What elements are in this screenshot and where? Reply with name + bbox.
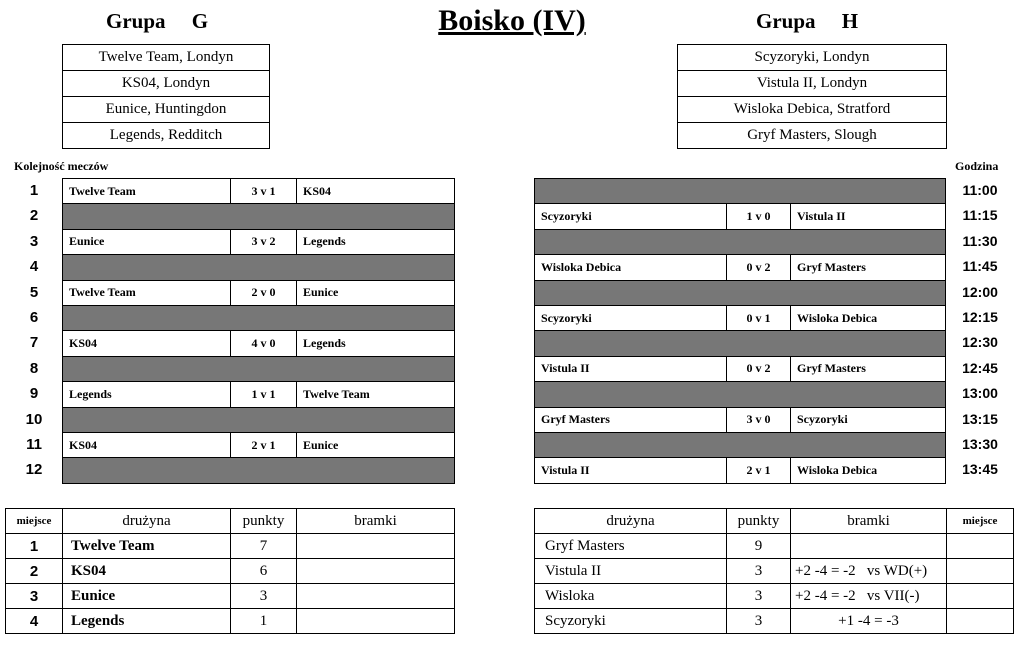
points-cell: 3: [231, 584, 297, 609]
score-cell: 1 v 1: [231, 382, 297, 407]
empty-slot: [535, 331, 946, 356]
match-number: 10: [25, 410, 43, 428]
page-title: Boisko (IV): [438, 4, 586, 37]
match-number: 11: [26, 436, 42, 453]
empty-slot: [63, 204, 455, 229]
score-cell: 3 v 1: [231, 179, 297, 204]
match-row: [535, 305, 946, 330]
empty-slot: [63, 255, 455, 280]
home-team-cell: Gryf Masters: [535, 407, 727, 432]
points-cell: 7: [231, 534, 297, 559]
score-cell: 0 v 2: [727, 255, 791, 280]
match-number: 1: [29, 182, 39, 199]
team-entry: Twelve Team, Londyn: [63, 45, 270, 71]
team-cell: Wisloka: [535, 584, 727, 609]
team-entry: KS04, Londyn: [63, 71, 270, 97]
away-team-cell: KS04: [297, 179, 455, 204]
goals-cell: [297, 609, 455, 634]
score-cell: 3 v 0: [727, 407, 791, 432]
goals-cell: [297, 559, 455, 584]
team-cell: Gryf Masters: [535, 534, 727, 559]
empty-slot: [535, 382, 946, 407]
away-team-cell: Twelve Team: [297, 382, 455, 407]
match-time: 11:15: [962, 207, 998, 224]
goals-cell: +2 -4 = -2 vs VII(-): [791, 584, 947, 609]
place-header: miejsce: [6, 509, 63, 534]
empty-slot-row: [63, 204, 455, 229]
empty-slot-row: [535, 382, 946, 407]
team-entry: Vistula II, Londyn: [678, 71, 947, 97]
place-cell: [947, 584, 1014, 609]
group-h-heading: Grupa H: [756, 9, 859, 33]
team-entry: Legends, Redditch: [63, 123, 270, 149]
points-cell: 6: [231, 559, 297, 584]
match-time: 13:00: [962, 385, 998, 402]
team-header: drużyna: [63, 509, 231, 534]
empty-slot-row: [63, 407, 455, 432]
home-team-cell: Twelve Team: [63, 179, 231, 204]
place-cell: 4: [6, 609, 63, 634]
points-header: punkty: [231, 509, 297, 534]
score-cell: 0 v 2: [727, 356, 791, 381]
away-team-cell: Eunice: [297, 432, 455, 457]
home-team-cell: Wisloka Debica: [535, 255, 727, 280]
score-cell: 2 v 0: [231, 280, 297, 305]
match-number: 12: [25, 461, 43, 479]
away-team-cell: Legends: [297, 229, 455, 254]
place-cell: 2: [6, 559, 63, 584]
match-row: [63, 382, 455, 407]
group-h-schedule: [534, 178, 946, 484]
match-number: 9: [29, 385, 39, 403]
group-g-heading: Grupa G: [106, 9, 209, 33]
table-row: [6, 609, 455, 634]
points-cell: 9: [727, 534, 791, 559]
empty-slot-row: [63, 255, 455, 280]
home-team-cell: Legends: [63, 382, 231, 407]
team-cell: KS04: [63, 559, 231, 584]
match-number: 3: [29, 232, 39, 250]
empty-slot-row: [535, 331, 946, 356]
group-g-schedule: [62, 178, 455, 484]
match-time: 11:45: [962, 258, 998, 275]
team-entry: Scyzoryki, Londyn: [678, 45, 947, 71]
empty-slot-row: [535, 229, 946, 254]
team-header: drużyna: [535, 509, 727, 534]
empty-slot-row: [63, 458, 455, 483]
match-row: [63, 280, 455, 305]
empty-slot: [535, 280, 946, 305]
match-time: 11:00: [962, 182, 998, 198]
match-number: 7: [29, 334, 39, 352]
score-cell: 1 v 0: [727, 204, 791, 229]
away-team-cell: Vistula II: [791, 204, 946, 229]
table-row: [6, 559, 455, 584]
empty-slot-row: [63, 356, 455, 381]
team-entry: Eunice, Huntingdon: [63, 97, 270, 123]
away-team-cell: Gryf Masters: [791, 255, 946, 280]
match-row: [535, 356, 946, 381]
empty-slot-row: [535, 280, 946, 305]
empty-slot: [63, 356, 455, 381]
empty-slot: [63, 458, 455, 483]
empty-slot: [63, 305, 455, 330]
empty-slot-row: [535, 179, 946, 204]
match-row: [63, 331, 455, 356]
team-cell: Scyzoryki: [535, 609, 727, 634]
goals-cell: [791, 534, 947, 559]
match-time: 13:45: [962, 461, 998, 478]
table-row: [535, 534, 1014, 559]
match-time: 13:15: [962, 410, 998, 427]
goals-header: bramki: [297, 509, 455, 534]
place-cell: 1: [6, 534, 63, 559]
table-row: [6, 534, 455, 559]
empty-slot: [535, 432, 946, 457]
score-cell: 0 v 1: [727, 305, 791, 330]
away-team-cell: Eunice: [297, 280, 455, 305]
goals-header: bramki: [791, 509, 947, 534]
match-row: [63, 179, 455, 204]
points-cell: 1: [231, 609, 297, 634]
team-cell: Eunice: [63, 584, 231, 609]
score-cell: 2 v 1: [727, 458, 791, 483]
away-team-cell: Legends: [297, 331, 455, 356]
home-team-cell: Scyzoryki: [535, 305, 727, 330]
match-time: 12:45: [962, 359, 998, 376]
empty-slot: [535, 229, 946, 254]
empty-slot: [535, 179, 946, 204]
match-row: [535, 407, 946, 432]
points-cell: 3: [727, 559, 791, 584]
points-cell: 3: [727, 609, 791, 634]
group-g-standings: [5, 508, 455, 634]
points-header: punkty: [727, 509, 791, 534]
empty-slot-row: [535, 432, 946, 457]
match-time: 12:15: [962, 309, 998, 325]
match-number: 5: [29, 283, 39, 301]
points-cell: 3: [727, 584, 791, 609]
match-row: [63, 229, 455, 254]
match-row: [535, 204, 946, 229]
place-cell: [947, 609, 1014, 634]
team-cell: Vistula II: [535, 559, 727, 584]
away-team-cell: Wisloka Debica: [791, 305, 946, 330]
home-team-cell: Scyzoryki: [535, 204, 727, 229]
home-team-cell: Twelve Team: [63, 280, 231, 305]
match-number: 8: [29, 359, 39, 377]
goals-cell: [297, 584, 455, 609]
group-g-team-list: [62, 44, 270, 149]
team-cell: Twelve Team: [63, 534, 231, 559]
group-h-team-list: [677, 44, 947, 149]
match-row: [535, 255, 946, 280]
home-team-cell: Eunice: [63, 229, 231, 254]
match-time: 13:30: [962, 436, 998, 452]
match-order-label: Kolejność meczów: [14, 159, 109, 173]
match-number: 4: [29, 258, 39, 276]
match-row: [63, 432, 455, 457]
score-cell: 2 v 1: [231, 432, 297, 457]
match-time: 12:00: [962, 283, 998, 300]
place-cell: [947, 534, 1014, 559]
home-team-cell: KS04: [63, 331, 231, 356]
team-entry: Wisloka Debica, Stratford: [678, 97, 947, 123]
home-team-cell: KS04: [63, 432, 231, 457]
score-cell: 3 v 2: [231, 229, 297, 254]
empty-slot-row: [63, 305, 455, 330]
score-cell: 4 v 0: [231, 331, 297, 356]
match-number: 2: [29, 207, 39, 225]
hour-label: Godzina: [955, 159, 999, 173]
home-team-cell: Vistula II: [535, 458, 727, 483]
group-h-standings: [534, 508, 1014, 634]
match-time: 12:30: [962, 334, 998, 351]
empty-slot: [63, 407, 455, 432]
place-header: miejsce: [947, 509, 1014, 534]
table-row: [535, 609, 1014, 634]
away-team-cell: Gryf Masters: [791, 356, 946, 381]
match-number: 6: [29, 309, 39, 326]
place-cell: 3: [6, 584, 63, 609]
team-cell: Legends: [63, 609, 231, 634]
home-team-cell: Vistula II: [535, 356, 727, 381]
away-team-cell: Scyzoryki: [791, 407, 946, 432]
goals-cell: +1 -4 = -3: [791, 609, 947, 634]
goals-cell: +2 -4 = -2 vs WD(+): [791, 559, 947, 584]
away-team-cell: Wisloka Debica: [791, 458, 946, 483]
team-entry: Gryf Masters, Slough: [678, 123, 947, 149]
match-time: 11:30: [962, 232, 998, 249]
place-cell: [947, 559, 1014, 584]
table-row: [535, 584, 1014, 609]
goals-cell: [297, 534, 455, 559]
match-row: [535, 458, 946, 483]
table-row: [6, 584, 455, 609]
table-row: [535, 559, 1014, 584]
